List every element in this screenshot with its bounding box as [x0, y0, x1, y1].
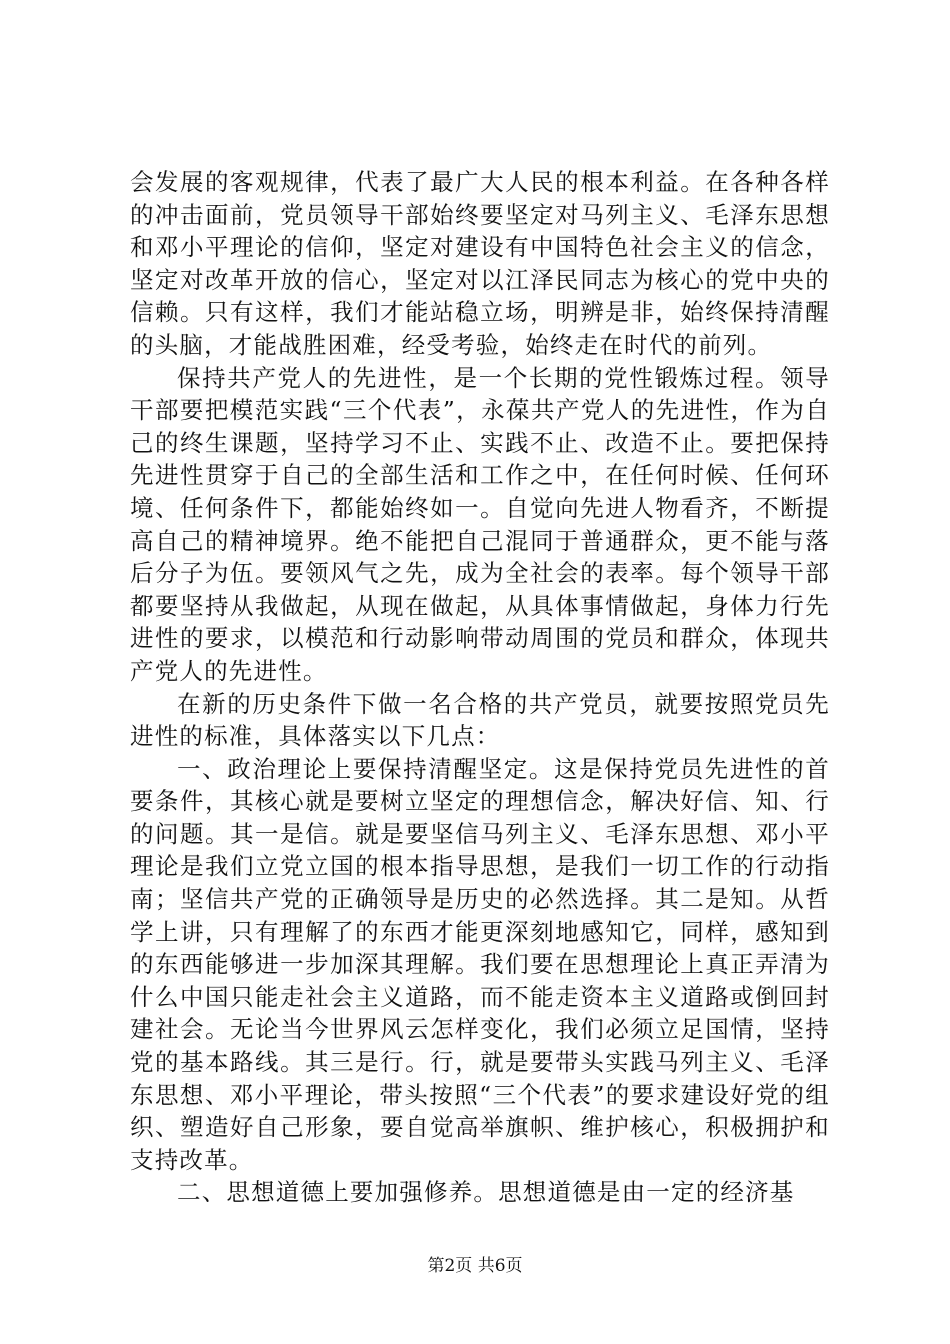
paragraph-standards-intro: 在新的历史条件下做一名合格的共产党员，就要按照党员先进性的标准，具体落实以下几点： — [130, 689, 830, 751]
paragraph-advanced-nature: 保持共产党人的先进性，是一个长期的党性锻炼过程。领导干部要把模范实践“三个代表”，永葆共产党人的先进性，作为自己的终生课题，坚持学习不止、实践不止、改造不止。要把保持先进性贯穿于自己的全部生活和工作之中，在任何时候、任何环境、任何条件下，都能始终如一。自觉向先进人物看齐，不断提高自己的精神境界。绝不能把自己混同于普通群众，更不能与落后分子为伍。要领风气之先，成为全社会的表率。每个领导干部都要坚持从我做起，从现在做起，从具体事情做起，身体力行先进性的要求，以模范和行动影响带动周围的党员和群众，体现共产党人的先进性。 — [130, 363, 830, 685]
paragraph-point-two: 二、思想道德上要加强修养。思想道德是由一定的经济基 — [177, 1178, 795, 1207]
paragraph-continued: 会发展的客观规律，代表了最广大人民的根本利益。在各种各样的冲击面前，党员领导干部始终要坚定对马列主义、毛泽东思想和邓小平理论的信仰，坚定对建设有中国特色社会主义的信念，坚定对改革开放的信心，坚定对以江泽民同志为核心的党中央的信赖。只有这样，我们才能站稳立场，明辨是非，始终保持清醒的头脑，才能战胜困难，经受考验，始终走在时代的前列。 — [130, 168, 830, 359]
paragraph-point-one: 一、政治理论上要保持清醒坚定。这是保持党员先进性的首要条件，其核心就是要树立坚定的理想信念，解决好信、知、行的问题。其一是信。就是要坚信马列主义、毛泽东思想、邓小平理论是我们立党立国的根本指导思想，是我们一切工作的行动指南；坚信共产党的正确领导是历史的必然选择。其二是知。从哲学上讲，只有理解了的东西才能更深刻地感知它，同样，感知到的东西能够进一步加深其理解。我们要在思想理论上真正弄清为什么中国只能走社会主义道路，而不能走资本主义道路或倒回封建社会。无论当今世界风云怎样变化，我们必须立足国情，坚持党的基本路线。其三是行。行，就是要带头实践马列主义、毛泽东思想、邓小平理论，带头按照“三个代表”的要求建设好党的组织、塑造好自己形象，要自觉高举旗帜、维护核心，积极拥护和支持改革。 — [130, 754, 830, 1174]
body-text — [130, 166, 830, 1209]
page-number-footer: 第2页 共6页 — [427, 1256, 523, 1276]
